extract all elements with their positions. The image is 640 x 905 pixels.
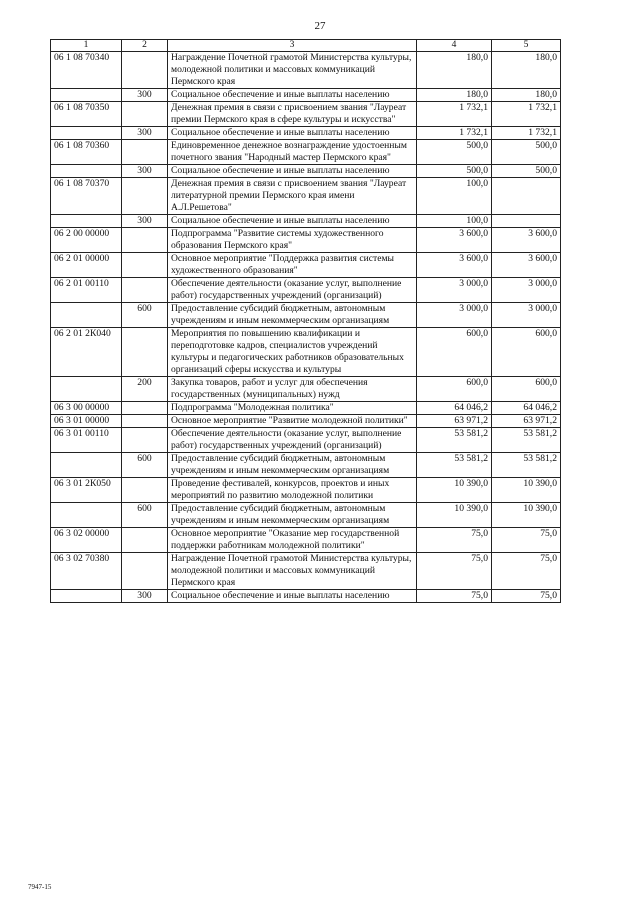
cell-name: Обеспечение деятельности (оказание услуг, выполнение работ) государственных учреждений (организаций): [168, 428, 417, 453]
cell-amount-2: 53 581,2: [492, 428, 561, 453]
cell-expense-type: [122, 478, 168, 503]
cell-amount-2: 3 000,0: [492, 278, 561, 303]
cell-amount-1: 180,0: [417, 89, 492, 102]
cell-name: Предоставление субсидий бюджетным, автономным учреждениям и иным некоммерческим организациям: [168, 303, 417, 328]
table-row: [51, 102, 561, 127]
cell-amount-1: 1 732,1: [417, 102, 492, 127]
table-row: [51, 328, 561, 377]
cell-expense-type: [122, 402, 168, 415]
cell-name: Денежная премия в связи с присвоением звания "Лауреат премии Пермского края в сфере культуры и искусства": [168, 102, 417, 127]
cell-expense-type: [122, 328, 168, 377]
cell-amount-2: [492, 215, 561, 228]
cell-amount-2: 3 000,0: [492, 303, 561, 328]
cell-name: Основное мероприятие "Развитие молодежной политики": [168, 415, 417, 428]
table-row: [51, 377, 561, 402]
cell-amount-1: 180,0: [417, 52, 492, 89]
cell-name: Социальное обеспечение и иные выплаты населению: [168, 165, 417, 178]
cell-expense-type: 300: [122, 215, 168, 228]
cell-name: Социальное обеспечение и иные выплаты населению: [168, 89, 417, 102]
table-row: [51, 453, 561, 478]
header-col-3: 3: [168, 40, 417, 52]
cell-code: 06 1 08 70350: [51, 102, 122, 127]
cell-expense-type: [122, 178, 168, 215]
cell-expense-type: 200: [122, 377, 168, 402]
cell-amount-1: 600,0: [417, 377, 492, 402]
table-row: [51, 478, 561, 503]
table-row: [51, 278, 561, 303]
cell-name: Социальное обеспечение и иные выплаты населению: [168, 127, 417, 140]
cell-expense-type: [122, 553, 168, 590]
cell-amount-2: 53 581,2: [492, 453, 561, 478]
cell-amount-2: 1 732,1: [492, 127, 561, 140]
cell-amount-1: 3 000,0: [417, 278, 492, 303]
cell-expense-type: 600: [122, 303, 168, 328]
cell-amount-2: [492, 178, 561, 215]
cell-amount-2: 75,0: [492, 590, 561, 603]
table-row: [51, 215, 561, 228]
cell-name: Основное мероприятие "Оказание мер государственной поддержки работникам молодежной политики": [168, 528, 417, 553]
cell-expense-type: [122, 253, 168, 278]
cell-amount-1: 53 581,2: [417, 428, 492, 453]
cell-amount-1: 500,0: [417, 165, 492, 178]
cell-amount-1: 10 390,0: [417, 503, 492, 528]
cell-code: 06 2 01 00110: [51, 278, 122, 303]
cell-name: Подпрограмма "Молодежная политика": [168, 402, 417, 415]
cell-expense-type: 300: [122, 127, 168, 140]
table-row: [51, 590, 561, 603]
cell-expense-type: [122, 140, 168, 165]
cell-name: Социальное обеспечение и иные выплаты населению: [168, 215, 417, 228]
cell-amount-1: 53 581,2: [417, 453, 492, 478]
cell-name: Награждение Почетной грамотой Министерства культуры, молодежной политики и массовых коммуникаций Пермского края: [168, 553, 417, 590]
cell-name: Закупка товаров, работ и услуг для обеспечения государственных (муниципальных) нужд: [168, 377, 417, 402]
cell-name: Мероприятия по повышению квалификации и переподготовке кадров, специалистов учреждений культуры и педагогических работников образовательных организаций сферы искусства и культуры: [168, 328, 417, 377]
cell-expense-type: [122, 528, 168, 553]
table-row: [51, 178, 561, 215]
header-col-4: 4: [417, 40, 492, 52]
cell-amount-2: 3 600,0: [492, 228, 561, 253]
cell-expense-type: 600: [122, 503, 168, 528]
cell-amount-1: 75,0: [417, 590, 492, 603]
cell-amount-2: 10 390,0: [492, 503, 561, 528]
cell-code: 06 3 00 00000: [51, 402, 122, 415]
table-row: [51, 402, 561, 415]
cell-amount-2: 64 046,2: [492, 402, 561, 415]
cell-code: [51, 453, 122, 478]
cell-code: 06 2 01 2К040: [51, 328, 122, 377]
cell-name: Подпрограмма "Развитие системы художественного образования Пермского края": [168, 228, 417, 253]
cell-code: [51, 127, 122, 140]
cell-expense-type: [122, 428, 168, 453]
header-col-5: 5: [492, 40, 561, 52]
table-row: [51, 165, 561, 178]
table-row: [51, 415, 561, 428]
cell-expense-type: [122, 278, 168, 303]
cell-code: 06 3 01 2К050: [51, 478, 122, 503]
cell-amount-2: 600,0: [492, 328, 561, 377]
cell-expense-type: [122, 228, 168, 253]
cell-code: 06 2 00 00000: [51, 228, 122, 253]
cell-amount-2: 180,0: [492, 52, 561, 89]
cell-amount-2: 180,0: [492, 89, 561, 102]
cell-expense-type: [122, 415, 168, 428]
cell-amount-2: 600,0: [492, 377, 561, 402]
table-row: [51, 89, 561, 102]
cell-code: 06 3 02 70380: [51, 553, 122, 590]
cell-code: 06 1 08 70360: [51, 140, 122, 165]
cell-amount-1: 100,0: [417, 178, 492, 215]
cell-name: Предоставление субсидий бюджетным, автономным учреждениям и иным некоммерческим организациям: [168, 503, 417, 528]
cell-name: Предоставление субсидий бюджетным, автономным учреждениям и иным некоммерческим организациям: [168, 453, 417, 478]
cell-amount-1: 3 000,0: [417, 303, 492, 328]
table-row: [51, 503, 561, 528]
table-body: [51, 52, 561, 603]
cell-code: [51, 503, 122, 528]
cell-name: Денежная премия в связи с присвоением звания "Лауреат литературной премии Пермского края имени А.Л.Решетова": [168, 178, 417, 215]
cell-code: [51, 303, 122, 328]
cell-amount-1: 1 732,1: [417, 127, 492, 140]
cell-expense-type: 300: [122, 590, 168, 603]
cell-code: 06 3 01 00000: [51, 415, 122, 428]
table-row: [51, 127, 561, 140]
cell-code: 06 2 01 00000: [51, 253, 122, 278]
cell-amount-1: 3 600,0: [417, 253, 492, 278]
cell-expense-type: [122, 52, 168, 89]
table-row: [51, 140, 561, 165]
cell-code: 06 3 01 00110: [51, 428, 122, 453]
budget-table: [50, 39, 561, 603]
cell-name: Проведение фестивалей, конкурсов, проектов и иных мероприятий по развитию молодежной политики: [168, 478, 417, 503]
cell-amount-1: 10 390,0: [417, 478, 492, 503]
cell-name: Обеспечение деятельности (оказание услуг, выполнение работ) государственных учреждений (организаций): [168, 278, 417, 303]
cell-amount-2: 1 732,1: [492, 102, 561, 127]
cell-name: Единовременное денежное вознаграждение удостоенным почетного звания "Народный мастер Пермского края": [168, 140, 417, 165]
cell-expense-type: 600: [122, 453, 168, 478]
cell-amount-2: 3 600,0: [492, 253, 561, 278]
table-header-row: [51, 40, 561, 52]
cell-expense-type: 300: [122, 165, 168, 178]
cell-amount-2: 75,0: [492, 553, 561, 590]
cell-code: 06 1 08 70370: [51, 178, 122, 215]
cell-amount-1: 100,0: [417, 215, 492, 228]
cell-amount-1: 63 971,2: [417, 415, 492, 428]
header-col-2: 2: [122, 40, 168, 52]
cell-code: [51, 89, 122, 102]
table-row: [51, 528, 561, 553]
cell-code: [51, 215, 122, 228]
table-row: [51, 428, 561, 453]
cell-amount-2: 500,0: [492, 165, 561, 178]
footer-code: 7947-15: [28, 883, 52, 891]
cell-amount-1: 3 600,0: [417, 228, 492, 253]
table-row: [51, 553, 561, 590]
cell-expense-type: [122, 102, 168, 127]
table-row: [51, 253, 561, 278]
cell-amount-2: 500,0: [492, 140, 561, 165]
cell-amount-1: 64 046,2: [417, 402, 492, 415]
cell-expense-type: 300: [122, 89, 168, 102]
cell-amount-2: 63 971,2: [492, 415, 561, 428]
header-col-1: 1: [51, 40, 122, 52]
cell-code: 06 3 02 00000: [51, 528, 122, 553]
cell-code: [51, 590, 122, 603]
cell-code: [51, 165, 122, 178]
cell-name: Награждение Почетной грамотой Министерства культуры, молодежной политики и массовых коммуникаций Пермского края: [168, 52, 417, 89]
table-row: [51, 228, 561, 253]
cell-amount-1: 75,0: [417, 553, 492, 590]
table-row: [51, 303, 561, 328]
page-number: 27: [314, 20, 326, 32]
cell-code: [51, 377, 122, 402]
cell-amount-1: 500,0: [417, 140, 492, 165]
cell-code: 06 1 08 70340: [51, 52, 122, 89]
cell-amount-1: 600,0: [417, 328, 492, 377]
cell-amount-2: 10 390,0: [492, 478, 561, 503]
cell-name: Основное мероприятие "Поддержка развития системы художественного образования": [168, 253, 417, 278]
table-row: [51, 52, 561, 89]
cell-amount-1: 75,0: [417, 528, 492, 553]
cell-amount-2: 75,0: [492, 528, 561, 553]
cell-name: Социальное обеспечение и иные выплаты населению: [168, 590, 417, 603]
